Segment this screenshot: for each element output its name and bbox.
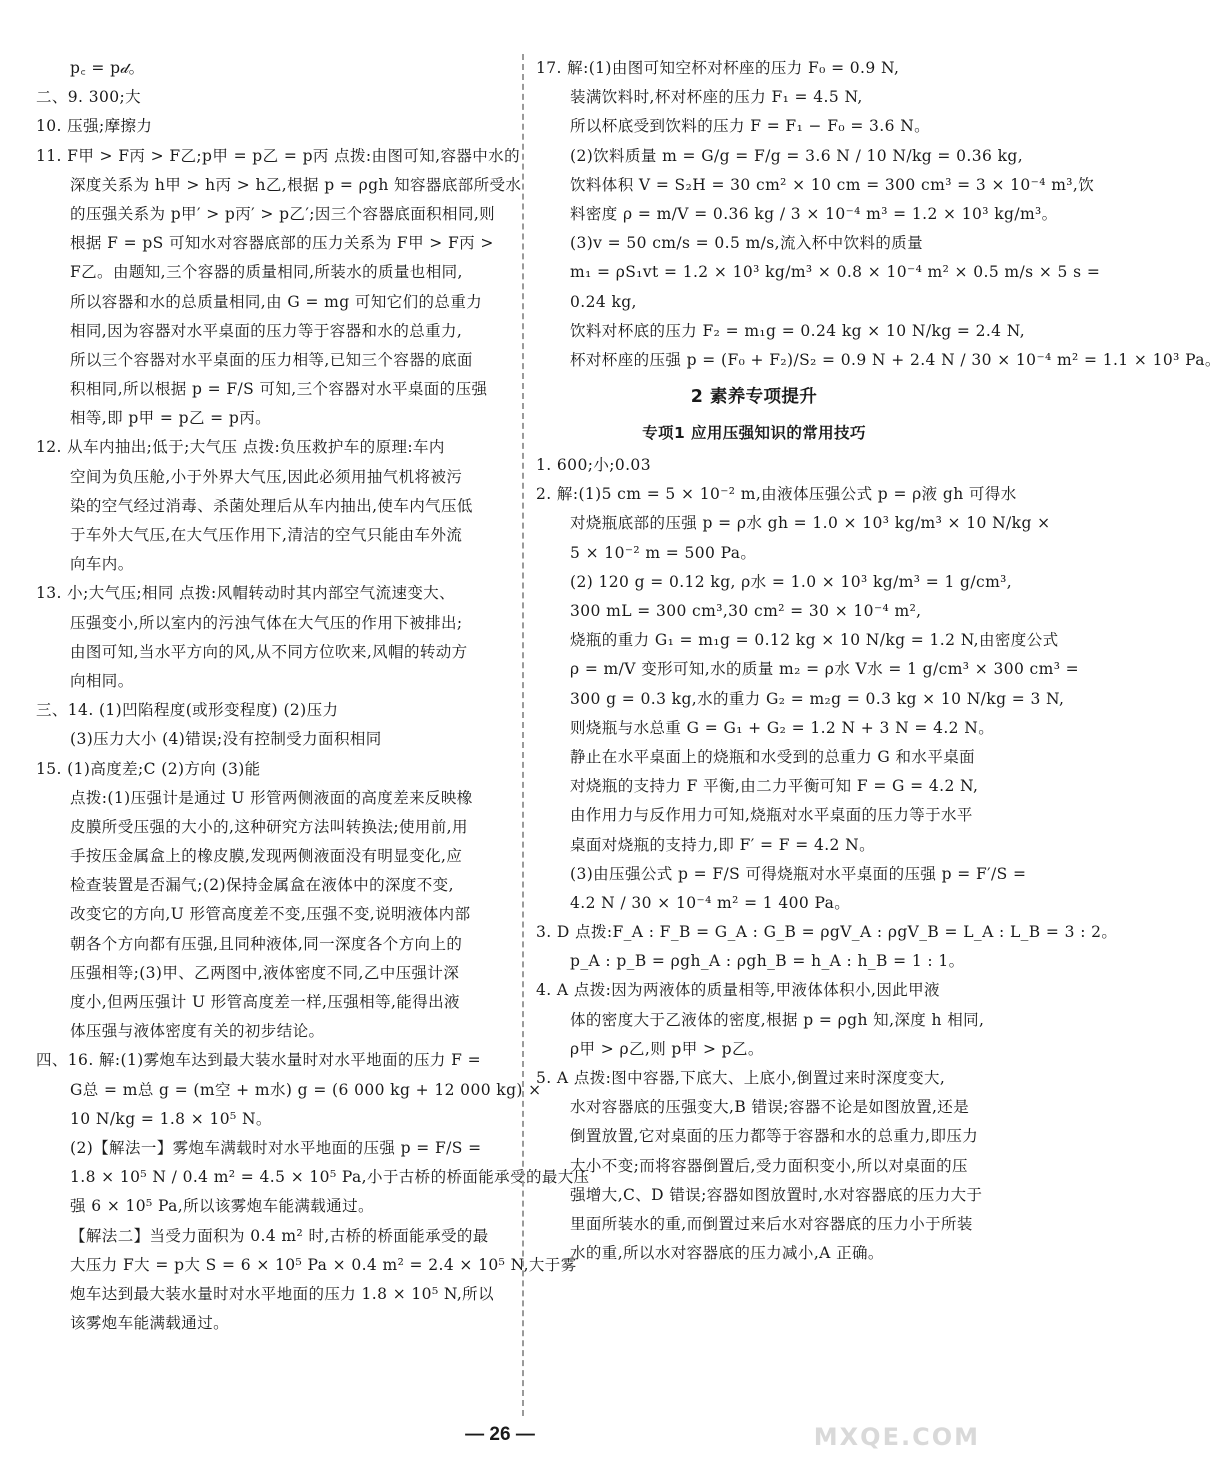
answer-line: 四、16. 解:(1)雾炮车达到最大装水量时对水平地面的压力 F = — [36, 1051, 481, 1070]
answer-line: (3)v = 50 cm/s = 0.5 m/s,流入杯中饮料的质量 — [570, 234, 924, 253]
answer-line: 里面所装水的重,而倒置过来后水对容器底的压力小于所装 — [570, 1214, 973, 1233]
special-topic-title: 专项1 应用压强知识的常用技巧 — [642, 424, 866, 443]
answer-line: 手按压金属盒上的橡皮膜,发现两侧液面没有明显变化,应 — [70, 847, 463, 866]
answer-line: 二、9. 300;大 — [36, 88, 142, 107]
answer-line: 17. 解:(1)由图可知空杯对杯座的压力 F₀ = 0.9 N, — [536, 59, 900, 77]
answer-line: (2)饮料质量 m = G/g = F/g = 3.6 N / 10 N/kg = 0.36 kg, — [570, 146, 1024, 165]
right-column — [536, 54, 1221, 1416]
answer-line: 13. 小;大气压;相同 点拨:风帽转动时其内部空气流速变大、 — [36, 584, 456, 603]
answer-line: 由图可知,当水平方向的风,从不同方位吹来,风帽的转动方 — [70, 642, 468, 661]
page-number: — 26 — — [465, 1424, 535, 1445]
answer-line: (2) 120 g = 0.12 kg, ρ水 = 1.0 × 10³ kg/m³ = 1 g/cm³, — [570, 572, 1013, 591]
answer-line: 强 6 × 10⁵ Pa,所以该雾炮车能满载通过。 — [70, 1197, 374, 1216]
answer-line: 检查装置是否漏气;(2)保持金属盒在液体中的深度不变, — [70, 876, 454, 895]
answer-line: F乙。由题知,三个容器的质量相同,所装水的质量也相同, — [70, 263, 463, 282]
answer-line: ρ甲 > ρ乙,则 p甲 > p乙。 — [570, 1039, 764, 1058]
answer-line: 空间为负压舱,小于外界大气压,因此必须用抽气机将被污 — [70, 467, 463, 486]
answer-line: 三、14. (1)凹陷程度(或形变程度) (2)压力 — [36, 701, 339, 720]
answer-line: 饮料体积 V = S₂H = 30 cm² × 10 cm = 300 cm³ = 3 × 10⁻⁴ m³,饮 — [570, 175, 1095, 194]
answer-line: 300 mL = 300 cm³,30 cm² = 30 × 10⁻⁴ m², — [570, 602, 922, 620]
answer-line: 染的空气经过消毒、杀菌处理后从车内抽出,使车内气压低 — [70, 496, 473, 515]
answer-line: 装满饮料时,杯对杯座的压力 F₁ = 4.5 N, — [570, 88, 863, 107]
answer-line: 300 g = 0.3 kg,水的重力 G₂ = m₂g = 0.3 kg × 10 N/kg = 3 N, — [570, 689, 1065, 708]
answer-line: 4. A 点拨:因为两液体的质量相等,甲液体体积小,因此甲液 — [536, 981, 940, 1000]
answer-line: 烧瓶的重力 G₁ = m₁g = 0.12 kg × 10 N/kg = 1.2 N,由密度公式 — [570, 631, 1059, 650]
answer-line: 11. F甲 > F丙 > F乙;p甲 = p乙 = p丙 点拨:由图可知,容器中水的 — [36, 146, 520, 165]
answer-line: p_A : p_B = ρgh_A : ρgh_B = h_A : h_B = 1 : 1。 — [570, 952, 965, 971]
answer-line: 皮膜所受压强的大小的,这种研究方法叫转换法;使用前,用 — [70, 817, 468, 836]
answer-line: 体的密度大于乙液体的密度,根据 p = ρgh 知,深度 h 相同, — [570, 1010, 985, 1029]
answer-line: p꜀ = p𝒹。 — [70, 59, 145, 77]
answer-line: 的压强关系为 p甲′ > p丙′ > p乙′;因三个容器底面积相同,则 — [70, 204, 496, 223]
answer-line: 深度关系为 h甲 > h丙 > h乙,根据 p = ρgh 知容器底部所受水 — [70, 175, 522, 194]
answer-line: 对烧瓶底部的压强 p = ρ水 gh = 1.0 × 10³ kg/m³ × 10 N/kg × — [570, 514, 1051, 533]
answer-line: 压强变小,所以室内的污浊气体在大气压的作用下被排出; — [70, 613, 463, 632]
answer-line: 2. 解:(1)5 cm = 5 × 10⁻² m,由液体压强公式 p = ρ液 gh 可得水 — [536, 485, 1017, 504]
answer-line: 由作用力与反作用力可知,烧瓶对水平桌面的压力等于水平 — [570, 806, 973, 825]
answer-line: 积相同,所以根据 p = F/S 可知,三个容器对水平桌面的压强 — [70, 380, 488, 399]
section-heading: 2 素养专项提升 — [690, 387, 818, 408]
answer-line: G总 = m总 g = (m空 + m水) g = (6 000 kg + 12 000 kg) × — [70, 1080, 542, 1099]
answer-line: 10. 压强;摩擦力 — [36, 117, 153, 136]
answer-line: 料密度 ρ = m/V = 0.36 kg / 3 × 10⁻⁴ m³ = 1.2 × 10³ kg/m³。 — [570, 204, 1058, 223]
answer-line: 所以容器和水的总质量相同,由 G = mg 可知它们的总重力 — [70, 292, 483, 311]
answer-line: 3. D 点拨:F_A : F_B = G_A : G_B = ρgV_A : ρgV_B = L_A : L_B = 3 : 2。 — [536, 923, 1118, 942]
answer-line: 5 × 10⁻² m = 500 Pa。 — [570, 543, 757, 562]
answer-line: ρ = m/V 变形可知,水的质量 m₂ = ρ水 V水 = 1 g/cm³ × 300 cm³ = — [570, 660, 1080, 679]
answer-line: 根据 F = pS 可知水对容器底部的压力关系为 F甲 > F丙 > — [70, 234, 494, 253]
answer-line: 12. 从车内抽出;低于;大气压 点拨:负压救护车的原理:车内 — [36, 438, 445, 457]
answer-line: 强增大,C、D 错误;容器如图放置时,水对容器底的压力大于 — [570, 1185, 983, 1204]
answer-line: 倒置放置,它对桌面的压力都等于容器和水的总重力,即压力 — [570, 1127, 979, 1146]
answer-line: 【解法二】当受力面积为 0.4 m² 时,古桥的桥面能承受的最 — [70, 1226, 489, 1245]
answer-line: 该雾炮车能满载通过。 — [70, 1314, 230, 1333]
answer-line: 15. (1)高度差;C (2)方向 (3)能 — [36, 759, 261, 778]
answer-line: 静止在水平桌面上的烧瓶和水受到的总重力 G 和水平桌面 — [570, 747, 976, 766]
answer-line: 炮车达到最大装水量时对水平地面的压力 1.8 × 10⁵ N,所以 — [70, 1284, 494, 1303]
answer-line: (3)由压强公式 p = F/S 可得烧瓶对水平桌面的压强 p = F′/S = — [570, 864, 1027, 883]
answer-line: 向车内。 — [70, 555, 134, 574]
answer-line: (2)【解法一】雾炮车满载时对水平地面的压强 p = F/S = — [70, 1138, 482, 1157]
answer-line: 5. A 点拨:图中容器,下底大、上底小,倒置过来时深度变大, — [536, 1069, 946, 1087]
answer-line: 杯对杯座的压强 p = (F₀ + F₂)/S₂ = 0.9 N + 2.4 N / 30 × 10⁻⁴ m² = 1.1 × 10³ Pa。 — [570, 350, 1221, 369]
answer-line: (3)压力大小 (4)错误;没有控制受力面积相同 — [70, 730, 382, 749]
answer-line: 大压力 F大 = p大 S = 6 × 10⁵ Pa × 0.4 m² = 2.4 × 10⁵ N,大于雾 — [70, 1255, 577, 1274]
left-column — [36, 54, 590, 1416]
answer-line: 水对容器底的压强变大,B 错误;容器不论是如图放置,还是 — [570, 1098, 970, 1117]
answer-line: 朝各个方向都有压强,且同种液体,同一深度各个方向上的 — [70, 934, 463, 953]
answer-line: 相同,因为容器对水平桌面的压力等于容器和水的总重力, — [70, 321, 463, 340]
answer-line: 相等,即 p甲 = p乙 = p丙。 — [70, 409, 272, 428]
answer-line: 水的重,所以水对容器底的压力减小,A 正确。 — [570, 1244, 884, 1263]
column-divider — [522, 54, 524, 1416]
answer-line: 所以三个容器对水平桌面的压力相等,已知三个容器的底面 — [70, 350, 473, 369]
answer-line: 压强相等;(3)甲、乙两图中,液体密度不同,乙中压强计深 — [70, 963, 460, 982]
answer-line: 1.8 × 10⁵ N / 0.4 m² = 4.5 × 10⁵ Pa,小于古桥的桥面能承受的最大压 — [70, 1168, 590, 1187]
answer-line: 10 N/kg = 1.8 × 10⁵ N。 — [70, 1109, 272, 1128]
answer-line: 体压强与液体密度有关的初步结论。 — [70, 1022, 325, 1041]
answer-line: 1. 600;小;0.03 — [536, 456, 651, 475]
answer-line: 4.2 N / 30 × 10⁻⁴ m² = 1 400 Pa。 — [570, 893, 851, 912]
answer-line: 对烧瓶的支持力 F 平衡,由二力平衡可知 F = G = 4.2 N, — [570, 777, 979, 796]
answer-line: m₁ = ρS₁vt = 1.2 × 10³ kg/m³ × 0.8 × 10⁻⁴ m² × 0.5 m/s × 5 s = — [570, 263, 1101, 282]
answer-line: 改变它的方向,U 形管高度差不变,压强不变,说明液体内部 — [70, 905, 471, 924]
answer-line: 则烧瓶与水总重 G = G₁ + G₂ = 1.2 N + 3 N = 4.2 N。 — [570, 718, 995, 737]
answer-line: 于车外大气压,在大气压作用下,清洁的空气只能由车外流 — [70, 526, 463, 544]
answer-line: 点拨:(1)压强计是通过 U 形管两侧液面的高度差来反映橡 — [70, 788, 473, 807]
answer-line: 0.24 kg, — [570, 292, 637, 311]
answer-line: 度小,但两压强计 U 形管高度差一样,压强相等,能得出液 — [70, 993, 460, 1011]
answer-line: 向相同。 — [70, 671, 134, 690]
answer-line: 大小不变;而将容器倒置后,受力面积变小,所以对桌面的压 — [570, 1156, 968, 1175]
answer-line: 桌面对烧瓶的支持力,即 F′ = F = 4.2 N。 — [570, 835, 876, 854]
answer-line: 所以杯底受到饮料的压力 F = F₁ − F₀ = 3.6 N。 — [570, 117, 931, 136]
watermark-logo: MXQE.COM — [813, 1423, 980, 1451]
answer-line: 饮料对杯底的压力 F₂ = m₁g = 0.24 kg × 10 N/kg = 2.4 N, — [570, 321, 1026, 340]
